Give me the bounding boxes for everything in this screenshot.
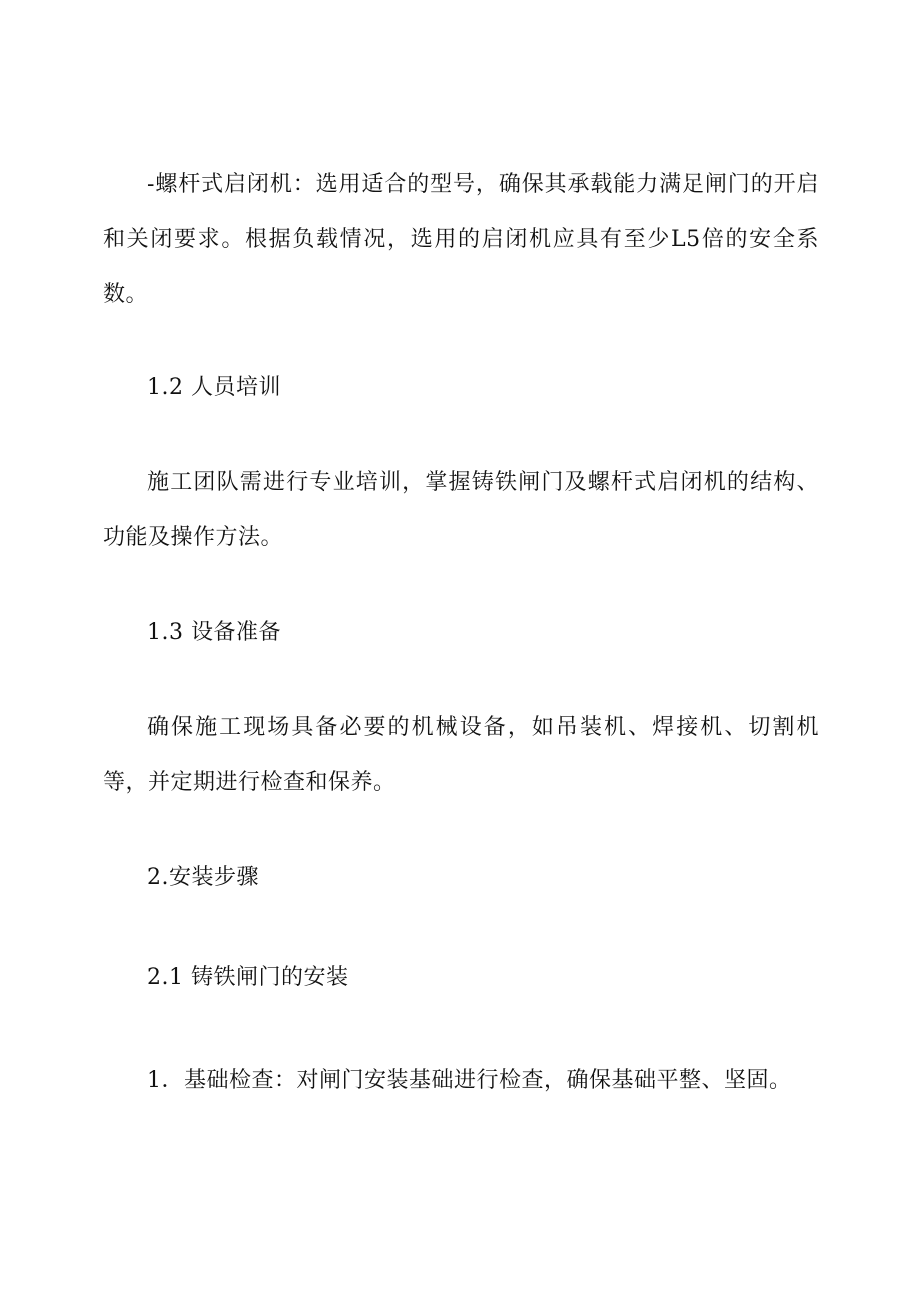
heading-installation-steps: 2.安装步骤 xyxy=(147,865,259,890)
paragraph-equipment: 确保施工现场具备必要的机械设备，如吊装机、焊接机、切割机等，并定期进行检查和保养。 xyxy=(103,715,819,795)
heading-gate-installation: 2.1 铸铁闸门的安装 xyxy=(147,965,349,990)
list-item-foundation-check: 1．基础检查：对闸门安装基础进行检查，确保基础平整、坚固。 xyxy=(147,1068,792,1093)
paragraph-training: 施工团队需进行专业培训，掌握铸铁闸门及螺杆式启闭机的结构、功能及操作方法。 xyxy=(103,470,819,550)
heading-personnel-training: 1.2 人员培训 xyxy=(147,375,281,400)
heading-equipment-preparation: 1.3 设备准备 xyxy=(147,620,281,645)
paragraph-screw-hoist: -螺杆式启闭机：选用适合的型号，确保其承载能力满足闸门的开启和关闭要求。根据负载情况，选用的启闭机应具有至少L5倍的安全系数。 xyxy=(103,172,819,307)
